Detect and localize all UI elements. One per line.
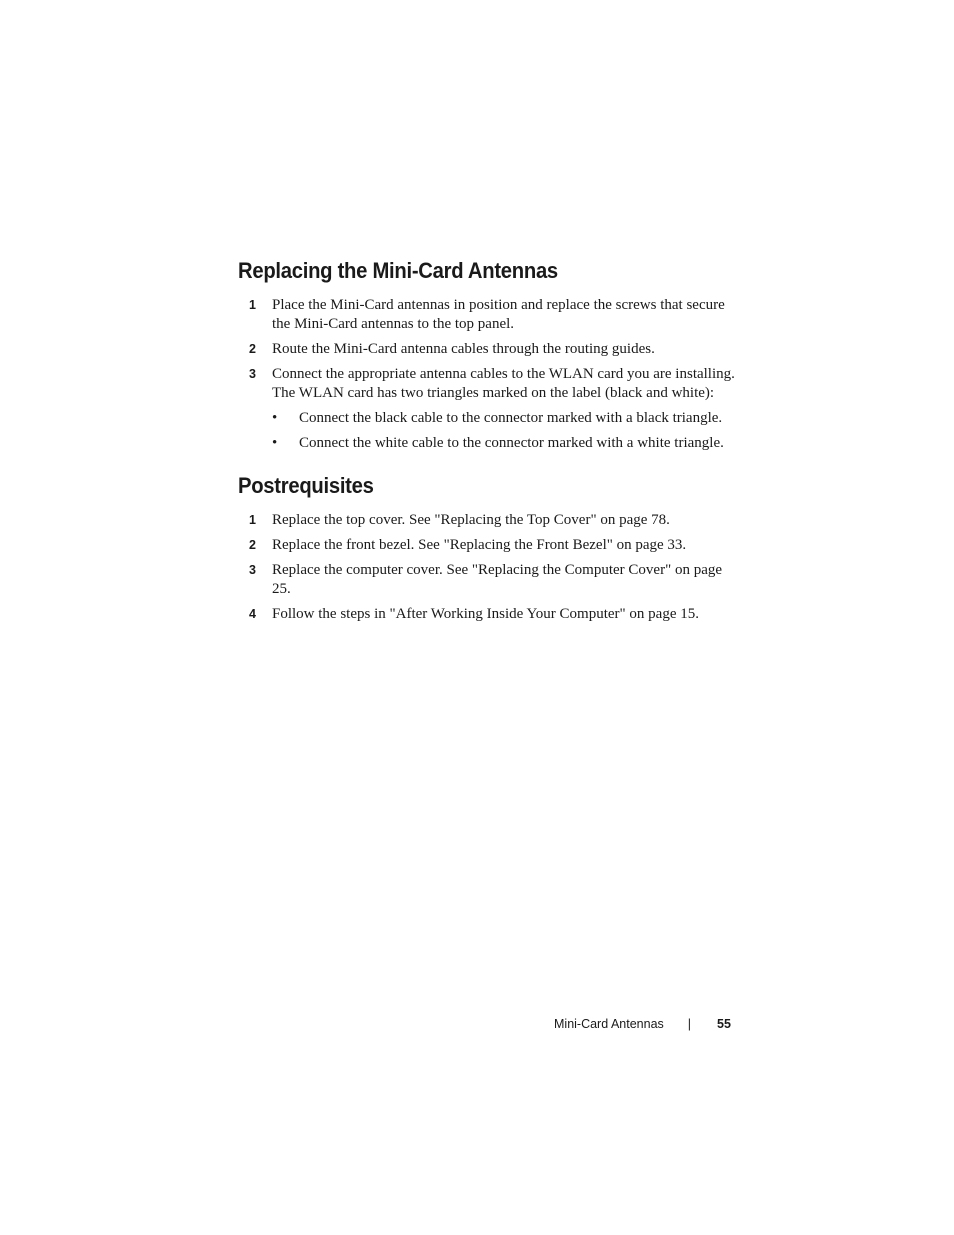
step-item — [238, 296, 738, 334]
section-heading-replacing: Replacing the Mini-Card Antennas — [238, 258, 558, 283]
bullet-item — [272, 434, 738, 453]
footer-separator: | — [687, 1017, 692, 1031]
step-text: Replace the front bezel. See "Replacing the Front Bezel" on page 33. — [272, 537, 687, 553]
bullet-icon: • — [272, 435, 278, 451]
step-text: Route the Mini-Card antenna cables through the routing guides. — [272, 341, 655, 357]
step-item — [238, 561, 738, 599]
step-number: 3 — [249, 563, 256, 577]
step-item — [238, 605, 738, 624]
step-text: Follow the steps in "After Working Inside Your Computer" on page 15. — [272, 606, 699, 622]
bullet-text: Connect the black cable to the connector marked with a black triangle. — [299, 410, 723, 426]
bullet-item — [272, 409, 738, 428]
page-content — [238, 256, 738, 630]
step-item — [238, 511, 738, 530]
step-number: 1 — [249, 513, 256, 527]
step-text: Replace the computer cover. See "Replacing the Computer Cover" on page 25. — [272, 562, 723, 597]
footer-section-name: Mini-Card Antennas — [554, 1017, 664, 1031]
step-text: Connect the appropriate antenna cables to the WLAN card you are installing. The WLAN card has two triangles marked on the label (black and white): — [272, 366, 735, 401]
step-number: 1 — [249, 298, 256, 312]
page-number: 55 — [717, 1017, 731, 1031]
step-text: Place the Mini-Card antennas in position and replace the screws that secure the Mini-Card antennas to the top panel. — [272, 297, 725, 332]
step-number: 2 — [249, 538, 256, 552]
step-text: Replace the top cover. See "Replacing the Top Cover" on page 78. — [272, 512, 670, 528]
bullet-list — [272, 409, 738, 453]
page-footer — [554, 1015, 736, 1033]
step-item — [238, 365, 738, 453]
step-item — [238, 536, 738, 555]
section-heading-postrequisites: Postrequisites — [238, 473, 374, 498]
bullet-icon: • — [272, 410, 278, 426]
step-number: 3 — [249, 367, 256, 381]
step-number: 4 — [249, 607, 256, 621]
step-item — [238, 340, 738, 359]
bullet-text: Connect the white cable to the connector marked with a white triangle. — [299, 435, 724, 451]
step-number: 2 — [249, 342, 256, 356]
